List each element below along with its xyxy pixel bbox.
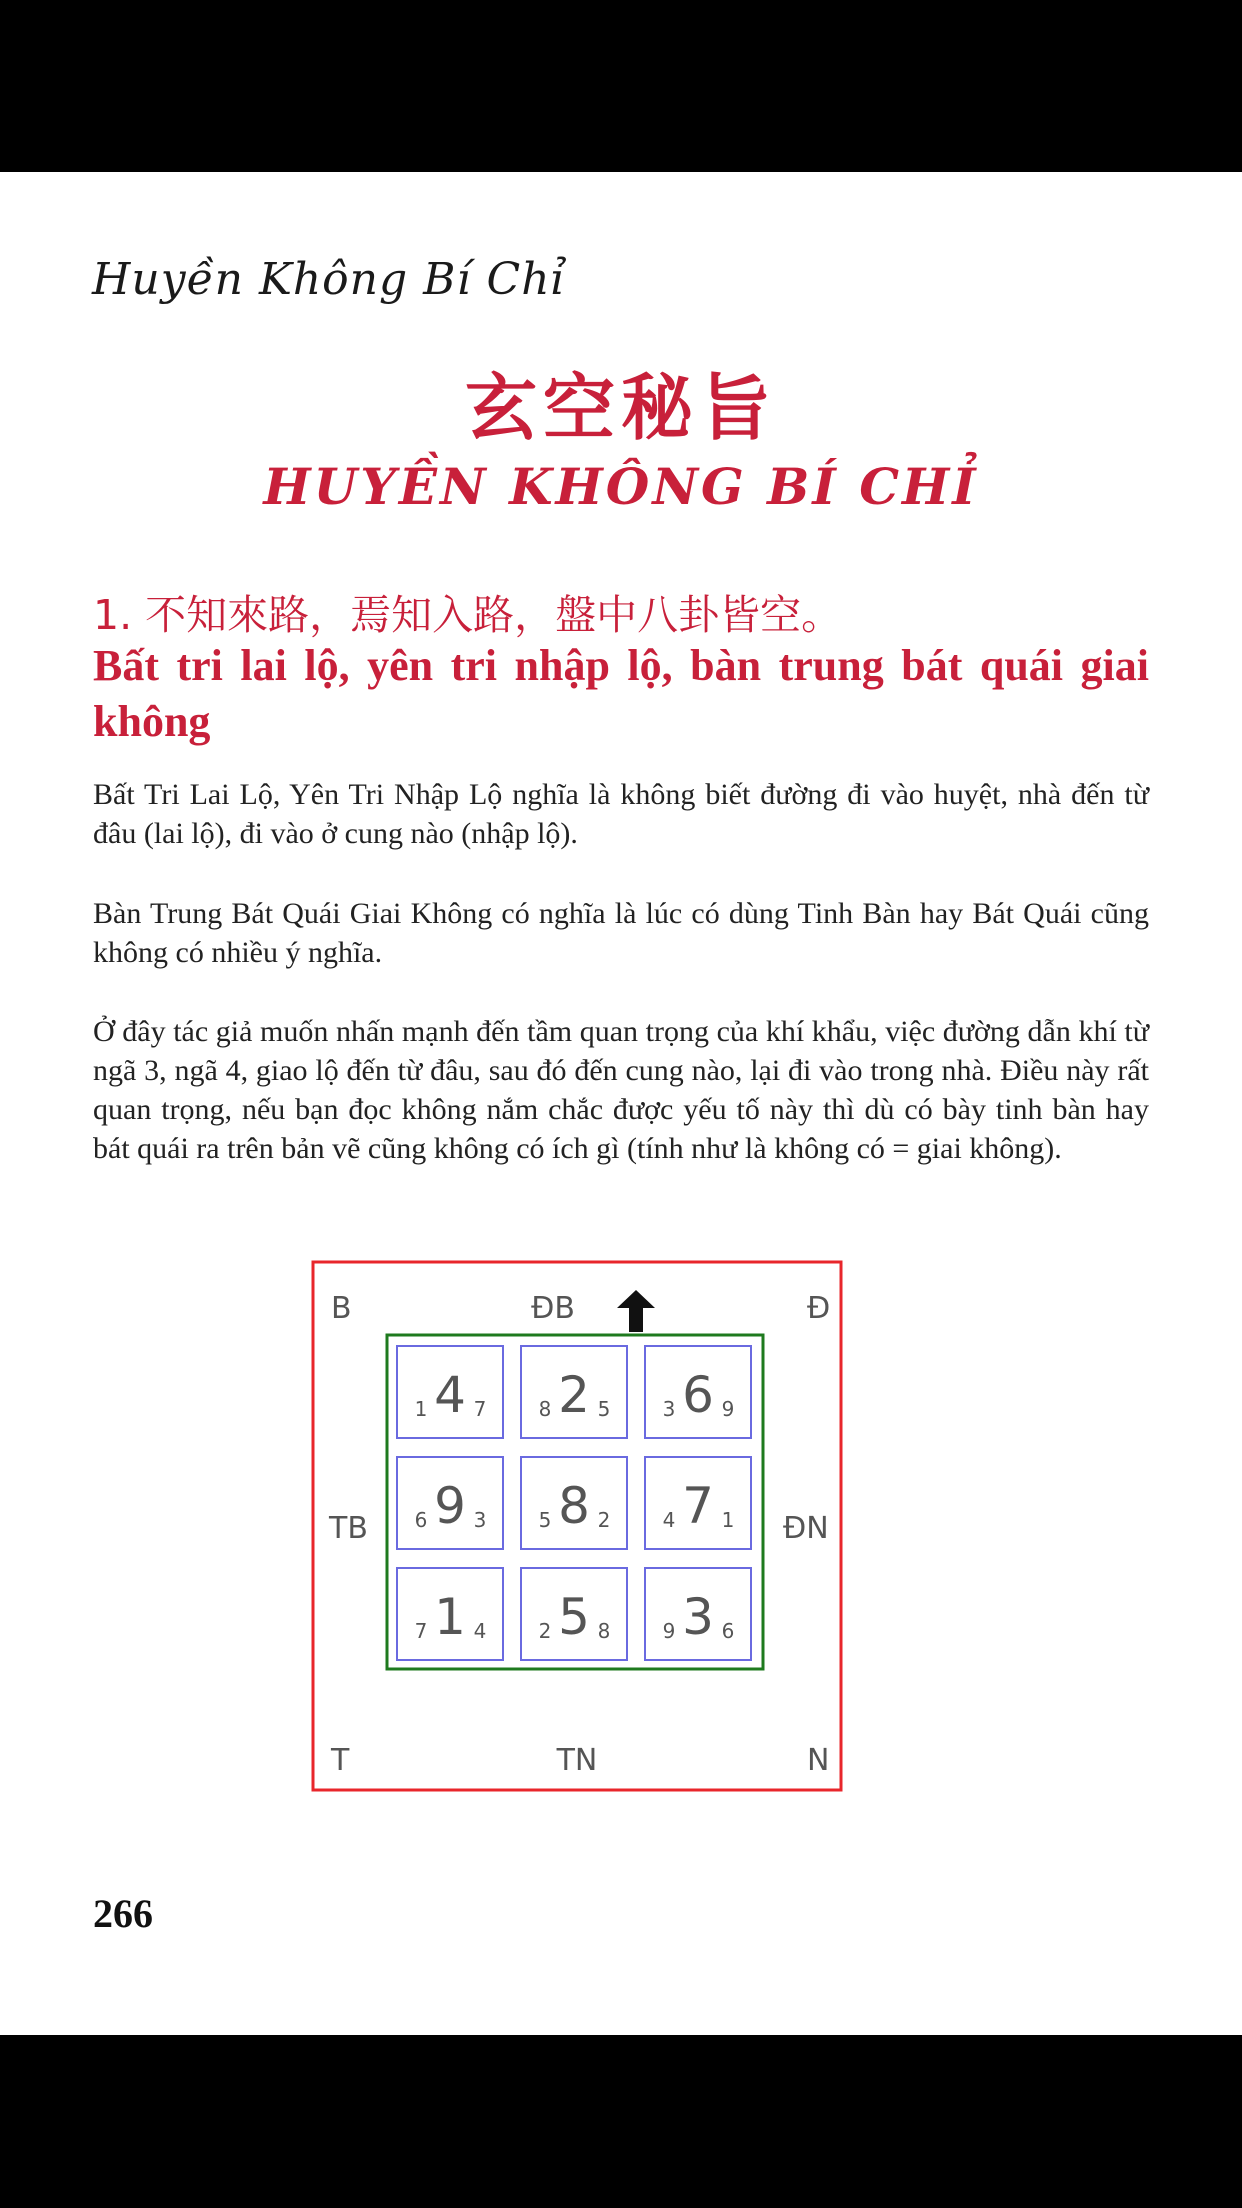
period-star: 5: [558, 1588, 590, 1646]
chapter-title-cjk: 玄空秘旨: [464, 366, 777, 450]
mountain-star: 5: [538, 1508, 552, 1532]
water-star: 9: [721, 1397, 735, 1421]
mountain-star: 3: [662, 1397, 676, 1421]
water-star: 3: [473, 1508, 487, 1532]
direction-label-bottom-right: N: [807, 1743, 830, 1778]
direction-label-top-left: B: [331, 1291, 352, 1326]
paragraph-3: Ở đây tác giả muốn nhấn mạnh đến tầm quan trọng của khí khẩu, việc đường dẫn khí từ ngã 3, ngã 4, giao lộ đến từ đâu, sau đó đến cung nào, lại đi vào trong nhà. Điều này rất quan trọng, nếu bạn đọc không nắm chắc được yếu tố này thì dù có bày tinh bàn hay bát quái ra trên bản vẽ cũng không có ích gì (tính như là không có = giai không).: [93, 1015, 1149, 1165]
period-star: 3: [682, 1588, 714, 1646]
flying-star-diagram: [311, 1260, 843, 1792]
mountain-star: 6: [414, 1508, 428, 1532]
section-heading-cjk: 1. 不知來路，焉知入路，盤中八卦皆空。: [93, 591, 843, 639]
bottom-black-bar: [0, 2035, 1242, 2208]
period-star: 1: [434, 1588, 466, 1646]
palace-cell: [521, 1457, 627, 1549]
period-star: 8: [558, 1477, 590, 1535]
book-page: [0, 172, 1242, 2035]
mountain-star: 9: [662, 1619, 676, 1643]
period-star: 7: [682, 1477, 714, 1535]
mountain-star: 2: [538, 1619, 552, 1643]
period-star: 9: [434, 1477, 466, 1535]
palace-cell: [521, 1568, 627, 1660]
direction-label-bottom-left: T: [331, 1743, 350, 1778]
direction-label-top-center: ĐB: [531, 1291, 575, 1326]
palace-cell: [397, 1346, 503, 1438]
water-star: 5: [597, 1397, 611, 1421]
paragraph-1: Bất Tri Lai Lộ, Yên Tri Nhập Lộ nghĩa là không biết đường đi vào huyệt, nhà đến từ đâu (lai lộ), đi vào ở cung nào (nhập lộ).: [93, 778, 1149, 850]
section-heading-vietnamese: Bất tri lai lộ, yên tri nhập lộ, bàn trung bát quái giai không: [93, 641, 1149, 746]
water-star: 2: [597, 1508, 611, 1532]
palace-cells: [397, 1346, 751, 1660]
mountain-star: 7: [414, 1619, 428, 1643]
palace-cell: [397, 1568, 503, 1660]
water-star: 6: [721, 1619, 735, 1643]
palace-cell: [645, 1568, 751, 1660]
paragraph-2: Bàn Trung Bát Quái Giai Không có nghĩa là lúc có dùng Tinh Bàn hay Bát Quái cũng không có nhiều ý nghĩa.: [93, 897, 1149, 969]
chapter-title-vietnamese: HUYỀN KHÔNG BÍ CHỈ: [263, 457, 979, 516]
page-number: 266: [93, 1891, 153, 1936]
water-star: 8: [597, 1619, 611, 1643]
period-star: 6: [682, 1366, 714, 1424]
direction-label-middle-right: ĐN: [783, 1511, 829, 1546]
direction-label-bottom-center: TN: [556, 1743, 598, 1778]
direction-label-middle-left: TB: [329, 1511, 368, 1546]
direction-label-top-right: Đ: [807, 1291, 831, 1326]
water-star: 7: [473, 1397, 487, 1421]
period-star: 2: [558, 1366, 590, 1424]
mountain-star: 4: [662, 1508, 676, 1532]
palace-cell: [521, 1346, 627, 1438]
top-black-bar: [0, 0, 1242, 172]
mountain-star: 1: [414, 1397, 428, 1421]
period-star: 4: [434, 1366, 466, 1424]
water-star: 4: [473, 1619, 487, 1643]
palace-cell: [645, 1346, 751, 1438]
water-star: 1: [721, 1508, 735, 1532]
palace-cell: [645, 1457, 751, 1549]
palace-cell: [397, 1457, 503, 1549]
mountain-star: 8: [538, 1397, 552, 1421]
running-header: Huyền Không Bí Chỉ: [92, 254, 566, 305]
